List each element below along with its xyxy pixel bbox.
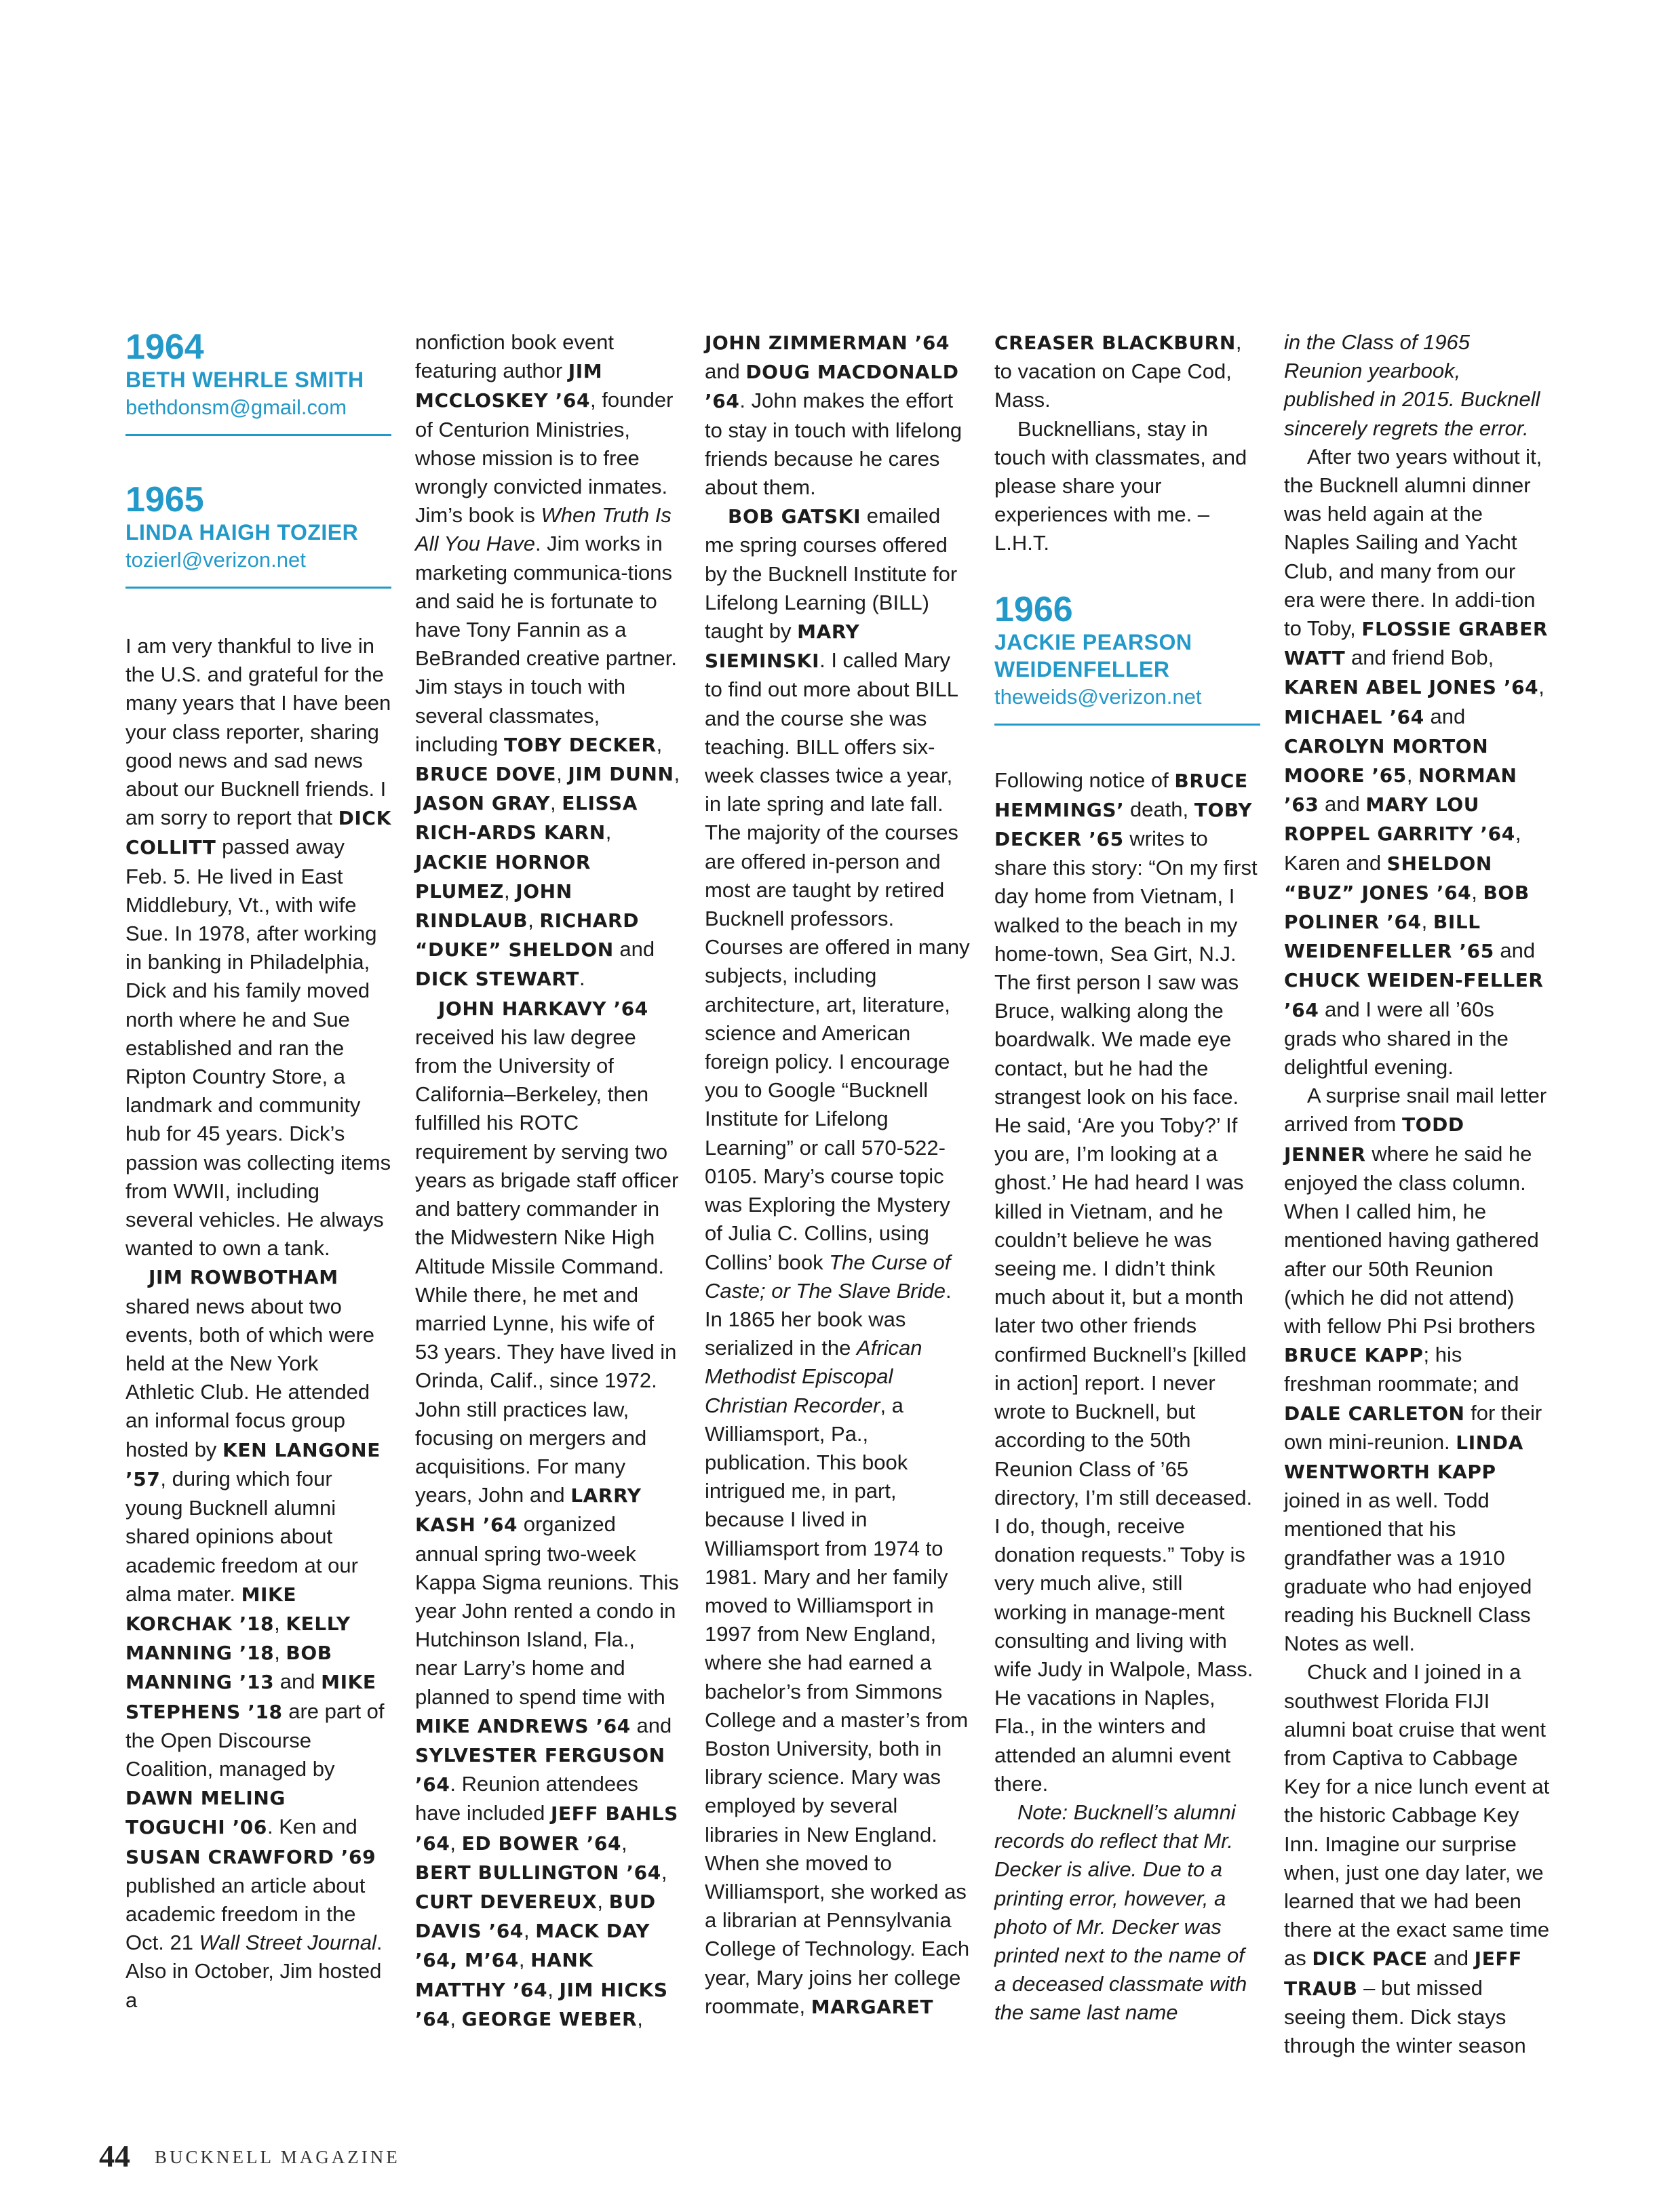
alumni-name: KELLY MANNING ’18 bbox=[125, 1612, 351, 1665]
paragraph bbox=[415, 994, 681, 2034]
body-text: , a Williamsport, Pa., publication. This book intrigued me, in part, because I lived in Williamsport from 1974 to 1981. Mary and her family moved to Williamsport in 1997 from New England, where she had earned a bachelor’s from Simmons College and a master’s from Boston University, both in library science. Mary was employed by several libraries in New England. When she moved to Williamsport, she worked as a librarian at Pennsylvania College of Technology. Each year, Mary joins her college roommate, bbox=[705, 1393, 970, 2018]
body-text: , bbox=[1421, 909, 1433, 934]
alumni-name: MIKE ANDREWS ’64 bbox=[415, 1714, 631, 1737]
alumni-name: JOHN RINDLAUB bbox=[415, 880, 572, 932]
column-1 bbox=[125, 328, 391, 2015]
body-text: , bbox=[656, 732, 663, 756]
alumni-name: TODD JENNER bbox=[1284, 1113, 1464, 1166]
paragraph bbox=[705, 502, 971, 2021]
column-4 bbox=[994, 328, 1260, 2028]
body-text: and bbox=[1424, 704, 1466, 728]
body-text: , bbox=[605, 820, 612, 844]
class-reporter-name: LINDA HAIGH TOZIER bbox=[125, 520, 359, 545]
body-text: , during which four young Bucknell alumni shared opinions about academic freedom at our alma mater. bbox=[125, 1466, 358, 1606]
body-text: nonfiction book event featuring author bbox=[415, 330, 614, 383]
body-text: are part of the Open Discourse Coalition, managed by bbox=[125, 1699, 385, 1781]
body-text: received his law degree from the University of California–Berkeley, then fulfilled his ROTC requirement by serving two years as brigade staff officer and battery commander in the Midwestern Nike High Altitude Missile Command. While there, he met and married Lynne, his wife of 53 years. They have lived in Orinda, Calif., since 1972. John still practices law, focusing on mergers and acquisitions. For many years, John and bbox=[415, 1025, 679, 1507]
paragraph bbox=[1284, 328, 1550, 443]
body-text: – but missed seeing them. Dick stays through the winter season bbox=[1284, 1975, 1526, 2057]
alumni-name: TOBY DECKER bbox=[503, 733, 657, 756]
italic-text: African Methodist Episcopal Christian Recorder bbox=[705, 1336, 922, 1417]
alumni-name: MARGARET bbox=[811, 1995, 934, 2018]
body-text: After two years without it, the Bucknell alumni dinner was held again at the Naples Sailing and Yacht Club, and many from our era were there. In addi-tion to Toby, bbox=[1284, 444, 1542, 641]
paragraph bbox=[1284, 1658, 1550, 2060]
class-year-1966: 1966 bbox=[994, 589, 1073, 629]
body-text: , bbox=[274, 1640, 286, 1665]
alumni-name: BRUCE KAPP bbox=[1284, 1344, 1424, 1367]
alumni-name: DICK PACE bbox=[1312, 1948, 1428, 1971]
alumni-name: MIKE STEPHENS ’18 bbox=[125, 1671, 376, 1723]
body-text: , Karen and bbox=[1284, 821, 1521, 875]
body-text: writes to share this story: “On my first day home from Vietnam, I walked to the beach in my home-town, Sea Girt, N.J. The first person I saw was Bruce, walking along the boardwalk. We made eye contact, but he had the strangest look on his face. He said, ‘Are you Toby?’ If you are, I’m looking at a ghost.’ He had heard I was killed in Vietnam, and he couldn’t believe he was seeing me. I didn’t think much about it, but a month later two other friends confirmed Bucknell’s [killed in action] report. I never wrote to Bucknell, but according to the 50th Reunion Class of ’65 directory, I’m still deceased. I do, though, receive donation requests.” Toby is very much alive, still working in manage-ment consulting and living with wife Judy in Walpole, Mass. He vacations in Naples, Fla., in the winters and attended an alumni event there. bbox=[994, 827, 1258, 1796]
alumni-name: MARY SIEMINSKI bbox=[705, 620, 860, 673]
column-text bbox=[1284, 328, 1550, 2060]
alumni-name: JOHN HARKAVY ’64 bbox=[438, 997, 648, 1020]
alumni-name: DAWN MELING TOGUCHI ’06 bbox=[125, 1787, 286, 1839]
body-text: , bbox=[450, 2006, 462, 2030]
alumni-name: BOB GATSKI bbox=[728, 505, 861, 528]
alumni-name: BUD DAVIS ’64 bbox=[415, 1890, 656, 1943]
alumni-name: JIM ROWBOTHAM bbox=[149, 1266, 338, 1289]
italic-text: Note: Bucknell’s alumni records do reflect that Mr. Decker is alive. Due to a printing error, however, a photo of Mr. Decker was printed next to the name of a deceased classmate with the same last name bbox=[994, 1800, 1247, 2025]
body-text: , bbox=[556, 762, 568, 786]
alumni-name: JASON GRAY bbox=[415, 792, 551, 815]
alumni-name: JIM HICKS ’64 bbox=[415, 1978, 668, 2030]
body-text: , founder of Centurion Ministries, whose mission is to free wrongly convicted inmates. Jim’s book is bbox=[415, 388, 674, 528]
body-text: , bbox=[1538, 675, 1544, 699]
alumni-name: BERT BULLINGTON ’64 bbox=[415, 1861, 661, 1884]
body-text: . Reunion attendees have included bbox=[415, 1772, 638, 1825]
body-text: death, bbox=[1124, 797, 1194, 821]
body-text: I am very thankful to live in the U.S. and grateful for the many years that I have been your class reporter, sharing good news and sad news about our Bucknell friends. I am sorry to report that bbox=[125, 634, 391, 830]
body-text: . Jim works in marketing communica-tions and said he is fortunate to have Tony Fannin as a BeBranded creative partner. Jim stays in touch with several classmates, including bbox=[415, 532, 678, 756]
paragraph bbox=[125, 632, 391, 1263]
italic-text: When Truth Is All You Have bbox=[415, 503, 672, 556]
body-text: , bbox=[1471, 880, 1483, 904]
alumni-name: LINDA WENTWORTH KAPP bbox=[1284, 1431, 1523, 1483]
body-text: , bbox=[547, 1977, 560, 2001]
class-1965-header bbox=[125, 481, 391, 589]
alumni-name: CAROLYN MORTON MOORE ’65 bbox=[1284, 734, 1489, 787]
magazine-name: BUCKNELL MAGAZINE bbox=[155, 2147, 400, 2167]
body-text: ; his freshman roommate; and bbox=[1284, 1343, 1519, 1396]
paragraph bbox=[415, 328, 681, 994]
body-text: . In 1865 her book was serialized in the bbox=[705, 1278, 952, 1360]
body-text: . bbox=[579, 966, 585, 991]
body-text: and bbox=[705, 359, 746, 384]
body-text: and bbox=[630, 1713, 672, 1737]
section-divider bbox=[994, 724, 1260, 726]
paragraph bbox=[1284, 1082, 1550, 1658]
body-text: , bbox=[518, 1948, 531, 1972]
body-text: . John makes the effort to stay in touch with lifelong friends because he cares about them. bbox=[705, 389, 962, 500]
body-text: , bbox=[550, 791, 562, 815]
body-text: and bbox=[1427, 1946, 1475, 1971]
body-text: organized annual spring two-week Kappa Sigma reunions. This year John rented a condo in Hutchinson Island, Fla., near Larry’s home and planned to spend time with bbox=[415, 1512, 679, 1709]
class-reporter-email[interactable]: theweids@verizon.net bbox=[994, 684, 1202, 709]
alumni-name: JACKIE HORNOR PLUMEZ bbox=[415, 850, 591, 903]
alumni-name: JEFF TRAUB bbox=[1284, 1948, 1522, 2000]
body-text: , bbox=[597, 1889, 609, 1913]
column-text bbox=[125, 632, 391, 2015]
alumni-name: SUSAN CRAWFORD ’69 bbox=[125, 1845, 376, 1868]
paragraph bbox=[994, 328, 1260, 415]
alumni-name: SYLVESTER FERGUSON ’64 bbox=[415, 1743, 665, 1796]
alumni-name: LARRY KASH ’64 bbox=[415, 1484, 642, 1537]
body-text: . Ken and bbox=[267, 1815, 357, 1839]
body-text: and bbox=[274, 1670, 322, 1694]
class-reporter-name: BETH WEHRLE SMITH bbox=[125, 368, 364, 392]
alumni-name: FLOSSIE GRABER WATT bbox=[1284, 618, 1549, 670]
alumni-name: CHUCK WEIDEN-FELLER ’64 bbox=[1284, 969, 1544, 1021]
body-text: shared news about two events, both of which were held at the New York Athletic Club. He attended an informal focus group hosted by bbox=[125, 1294, 375, 1461]
alumni-name: CREASER BLACKBURN bbox=[994, 332, 1236, 354]
column-5 bbox=[1284, 328, 1550, 2060]
paragraph bbox=[994, 766, 1260, 1798]
class-1964-header bbox=[125, 328, 391, 436]
alumni-name: MACK DAY ’64, M’64 bbox=[415, 1920, 650, 1972]
body-text: A surprise snail mail letter arrived from bbox=[1284, 1084, 1547, 1137]
body-text: , bbox=[674, 762, 680, 786]
alumni-name: DALE CARLETON bbox=[1284, 1402, 1465, 1425]
paragraph bbox=[994, 1798, 1260, 2028]
paragraph bbox=[705, 328, 971, 502]
paragraph bbox=[1284, 443, 1550, 1082]
alumni-name: DICK STEWART bbox=[415, 968, 579, 991]
italic-text: The Curse of Caste; or The Slave Bride bbox=[705, 1250, 951, 1303]
italic-text: Wall Street Journal bbox=[199, 1931, 376, 1955]
body-text: where he said he enjoyed the class column. When I called him, he mentioned having gathered after our 50th Reunion (which he did not attend) with fellow Phi Psi brothers bbox=[1284, 1141, 1539, 1338]
body-text: , bbox=[524, 1918, 536, 1943]
alumni-name: JEFF BAHLS ’64 bbox=[415, 1802, 678, 1855]
body-text: and friend Bob, bbox=[1345, 646, 1494, 670]
body-text: and bbox=[1494, 939, 1536, 963]
class-reporter-email[interactable]: bethdonsm@gmail.com bbox=[125, 395, 347, 419]
alumni-name: ELISSA RICH-ARDS KARN bbox=[415, 792, 638, 844]
alumni-name: ED BOWER ’64 bbox=[461, 1832, 622, 1855]
alumni-name: KEN LANGONE ’57 bbox=[125, 1438, 381, 1490]
alumni-name: GEORGE WEBER bbox=[461, 2007, 638, 2030]
alumni-name: KAREN ABEL JONES ’64 bbox=[1284, 676, 1539, 699]
alumni-name: DOUG MACDONALD ’64 bbox=[705, 361, 959, 413]
alumni-name: CURT DEVEREUX bbox=[415, 1890, 598, 1913]
alumni-name: HANK MATTHY ’64 bbox=[415, 1949, 594, 2001]
alumni-name: BOB POLINER ’64 bbox=[1284, 881, 1530, 934]
body-text: , bbox=[528, 908, 540, 932]
page-number: 44 bbox=[99, 2139, 130, 2173]
class-reporter-name: JACKIE PEARSON WEIDENFELLER bbox=[994, 629, 1192, 682]
body-text: , bbox=[661, 1859, 667, 1884]
alumni-name: TOBY DECKER ’65 bbox=[994, 798, 1253, 851]
column-3 bbox=[705, 328, 971, 2021]
body-text: and bbox=[613, 937, 655, 962]
italic-text: in the Class of 1965 Reunion yearbook, published in 2015. Bucknell sincerely regrets the error. bbox=[1284, 330, 1540, 440]
body-text: , to vacation on Cape Cod, Mass. bbox=[994, 330, 1242, 412]
body-text: , bbox=[637, 2006, 643, 2030]
body-text: passed away Feb. 5. He lived in East Middlebury, Vt., with wife Sue. In 1978, after working in banking in Philadelphia, Dick and his family moved north where he and Sue established and ran the Ripton Country Store, a landmark and community hub for 45 years. Dick’s passion was collecting items from WWII, including several vehicles. He always wanted to own a tank. bbox=[125, 835, 391, 1261]
column-text bbox=[705, 328, 971, 2021]
body-text: Bucknellians, stay in touch with classmates, and please share your experiences with me. – L.H.T. bbox=[994, 416, 1247, 555]
body-text: emailed me spring courses offered by the Bucknell Institute for Lifelong Learning (BILL) taught by bbox=[705, 504, 958, 644]
alumni-name: JIM MCCLOSKEY ’64 bbox=[415, 360, 603, 412]
body-text: Following notice of bbox=[994, 768, 1175, 792]
column-text bbox=[994, 328, 1260, 558]
class-reporter-email[interactable]: tozierl@verizon.net bbox=[125, 548, 306, 572]
alumni-name: NORMAN ’63 bbox=[1284, 764, 1517, 816]
class-year-1964: 1964 bbox=[125, 328, 204, 367]
alumni-name: MARY LOU ROPPEL GARRITY ’64 bbox=[1284, 793, 1515, 846]
alumni-name: BOB MANNING ’13 bbox=[125, 1642, 332, 1694]
body-text: , bbox=[450, 1830, 462, 1855]
body-text: Chuck and I joined in a southwest Florida FIJI alumni boat cruise that went from Captiva to Cabbage Key for a nice lunch event at the historic Cabbage Key Inn. Imagine our surprise when, just one day later, we learned that we had been there at the exact same time as bbox=[1284, 1660, 1550, 1971]
alumni-name: JIM DUNN bbox=[568, 763, 674, 786]
paragraph bbox=[994, 415, 1260, 558]
alumni-name: SHELDON “BUZ” JONES ’64 bbox=[1284, 852, 1492, 904]
body-text: , bbox=[274, 1611, 286, 1635]
body-text: . Also in October, Jim hosted a bbox=[125, 1931, 383, 2012]
section-divider bbox=[125, 434, 391, 436]
body-text: published an article about academic freedom in the Oct. 21 bbox=[125, 1873, 366, 1955]
body-text: , bbox=[1406, 763, 1419, 787]
body-text: and I were all ’60s grads who shared in the delightful evening. bbox=[1284, 997, 1509, 1080]
column-text bbox=[994, 766, 1260, 2028]
paragraph bbox=[125, 1263, 391, 2014]
column-text bbox=[415, 328, 681, 2034]
alumni-name: BRUCE HEMMINGS’ bbox=[994, 769, 1248, 821]
alumni-name: BILL WEIDENFELLER ’65 bbox=[1284, 911, 1494, 963]
class-1966-header bbox=[994, 591, 1260, 726]
body-text: and bbox=[1319, 792, 1366, 816]
alumni-name: DICK COLLITT bbox=[125, 807, 391, 859]
body-text: , bbox=[504, 878, 516, 903]
alumni-name: JOHN ZIMMERMAN ’64 bbox=[705, 332, 950, 354]
class-year-1965: 1965 bbox=[125, 480, 204, 519]
alumni-name: RICHARD “DUKE” SHELDON bbox=[415, 909, 640, 962]
alumni-name: MIKE KORCHAK ’18 bbox=[125, 1583, 297, 1635]
body-text: , bbox=[621, 1830, 627, 1855]
alumni-name: MICHAEL ’64 bbox=[1284, 705, 1424, 728]
alumni-name: BRUCE DOVE bbox=[415, 763, 557, 786]
body-text: for their own mini-reunion. bbox=[1284, 1400, 1542, 1454]
section-divider bbox=[125, 587, 391, 589]
body-text: . I called Mary to find out more about BILL and the course she was teaching. BILL offers six-week classes twice a year, in late spring and late fall. The majority of the courses are offered in-person and most are taught by retired Bucknell professors. Courses are offered in many subjects, including architecture, art, literature, science and American foreign policy. I encourage you to Google “Bucknell Institute for Lifelong Learning” or call 570-522-0105. Mary’s course topic was Exploring the Mystery of Julia C. Collins, using Collins’ book bbox=[705, 648, 970, 1274]
column-2 bbox=[415, 328, 681, 2034]
body-text: joined in as well. Todd mentioned that his grandfather was a 1910 graduate who had enjoyed reading his Bucknell Class Notes as well. bbox=[1284, 1488, 1532, 1656]
